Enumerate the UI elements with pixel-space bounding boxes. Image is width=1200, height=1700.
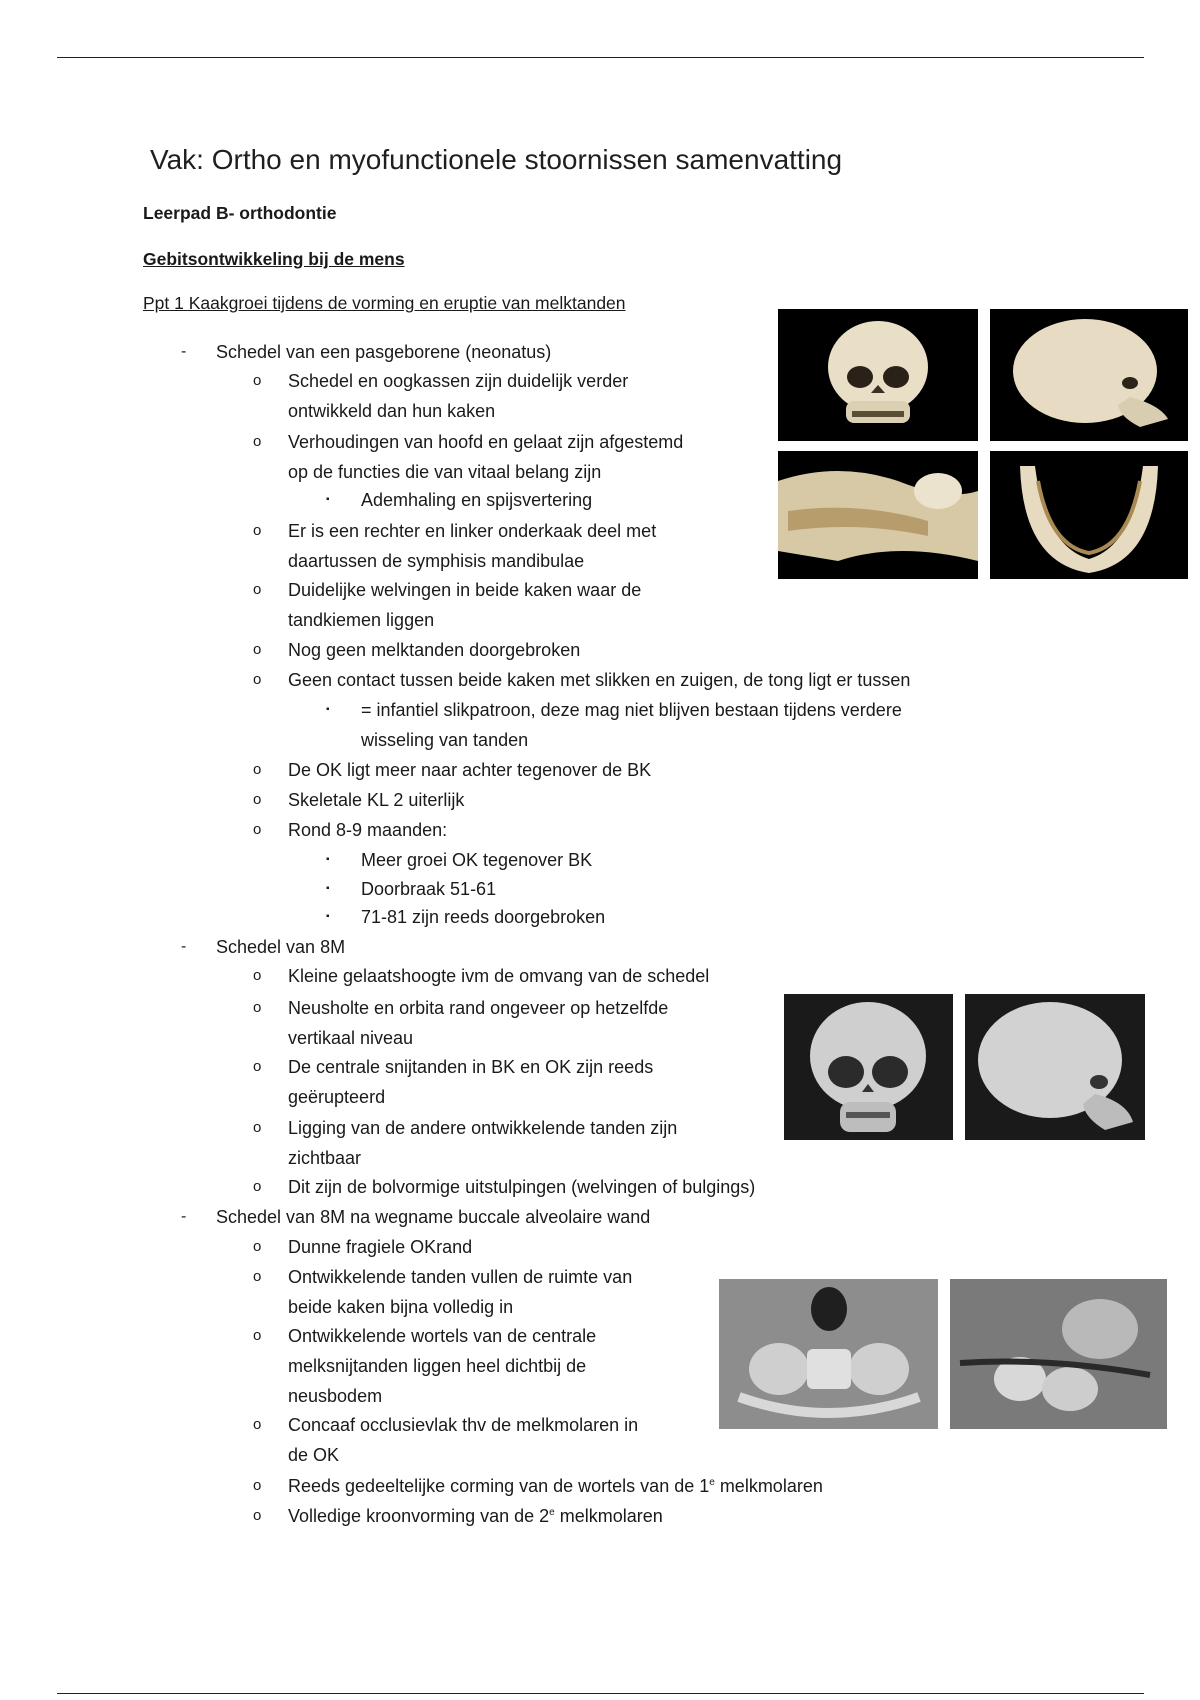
list-item: op de functies die van vitaal belang zijn: [288, 462, 602, 482]
dash-bullet: -: [181, 343, 187, 360]
list-item: Ademhaling en spijsvertering: [361, 490, 593, 510]
list-item: Nog geen melktanden doorgebroken: [288, 640, 581, 660]
dash-bullet: -: [181, 1208, 187, 1225]
circle-bullet: o: [253, 671, 262, 688]
square-bullet: ▪: [326, 854, 330, 865]
list-item: Skeletale KL 2 uiterlijk: [288, 790, 465, 810]
list-item: [288, 1475, 823, 1497]
list-item: Dunne fragiele OKrand: [288, 1237, 473, 1257]
circle-bullet: o: [253, 1477, 262, 1494]
skull-8m-side-photo: [965, 994, 1145, 1140]
list-item: [288, 1505, 663, 1527]
neonate-skull-front-photo: [778, 309, 978, 441]
list-item: Ontwikkelende wortels van de centrale: [288, 1326, 597, 1346]
m8b-heading: Schedel van 8M na wegname buccale alveolaire wand: [216, 1207, 651, 1227]
text-part: melkmolaren: [714, 1476, 823, 1496]
list-item: ontwikkeld dan hun kaken: [288, 401, 496, 421]
list-item: = infantiel slikpatroon, deze mag niet blijven bestaan tijdens verdere: [361, 700, 902, 720]
list-item: de OK: [288, 1445, 340, 1465]
circle-bullet: o: [253, 1268, 262, 1285]
list-item: Concaaf occlusievlak thv de melkmolaren in: [288, 1415, 639, 1435]
neonatus-heading: Schedel van een pasgeborene (neonatus): [216, 342, 552, 362]
circle-bullet: o: [253, 372, 262, 389]
top-rule: [57, 57, 1144, 58]
circle-bullet: o: [253, 1119, 262, 1136]
list-item: Schedel en oogkassen zijn duidelijk verder: [288, 371, 629, 391]
m8-heading: Schedel van 8M: [216, 937, 346, 957]
list-item: Ligging van de andere ontwikkelende tanden zijn: [288, 1118, 678, 1138]
list-item: De OK ligt meer naar achter tegenover de BK: [288, 760, 652, 780]
list-item: Duidelijke welvingen in beide kaken waar de: [288, 580, 642, 600]
superscript: e: [549, 1507, 555, 1518]
circle-bullet: o: [253, 522, 262, 539]
leerpad-heading: Leerpad B- orthodontie: [143, 203, 337, 223]
list-item: vertikaal niveau: [288, 1028, 414, 1048]
list-item: Verhoudingen van hoofd en gelaat zijn afgestemd: [288, 432, 684, 452]
square-bullet: ▪: [326, 704, 330, 715]
circle-bullet: o: [253, 1178, 262, 1195]
page-title: Vak: Ortho en myofunctionele stoornissen samenvatting: [150, 144, 843, 175]
square-bullet: ▪: [326, 911, 330, 922]
circle-bullet: o: [253, 1058, 262, 1075]
list-item: Dit zijn de bolvormige uitstulpingen (welvingen of bulgings): [288, 1177, 756, 1197]
list-item: Er is een rechter en linker onderkaak deel met: [288, 521, 657, 541]
square-bullet: ▪: [326, 494, 330, 505]
skull-8m-front-photo: [784, 994, 953, 1140]
list-item: geërupteerd: [288, 1087, 386, 1107]
list-item: Neusholte en orbita rand ongeveer op hetzelfde: [288, 998, 669, 1018]
list-item: beide kaken bijna volledig in: [288, 1297, 514, 1317]
list-item: Doorbraak 51-61: [361, 879, 497, 899]
skull-8m-teeth-side-photo: [950, 1279, 1167, 1429]
circle-bullet: o: [253, 1327, 262, 1344]
list-item: neusbodem: [288, 1386, 383, 1406]
circle-bullet: o: [253, 999, 262, 1016]
square-bullet: ▪: [326, 883, 330, 894]
list-item: wisseling van tanden: [361, 730, 529, 750]
list-item: Rond 8-9 maanden:: [288, 820, 448, 840]
text-part: Volledige kroonvorming van de 2: [288, 1506, 550, 1526]
list-item: Ontwikkelende tanden vullen de ruimte van: [288, 1267, 633, 1287]
circle-bullet: o: [253, 1507, 262, 1524]
circle-bullet: o: [253, 791, 262, 808]
list-item: Geen contact tussen beide kaken met slikken en zuigen, de tong ligt er tussen: [288, 670, 911, 690]
circle-bullet: o: [253, 821, 262, 838]
list-item: 71-81 zijn reeds doorgebroken: [361, 907, 606, 927]
text-part: melkmolaren: [554, 1506, 663, 1526]
list-item: tandkiemen liggen: [288, 610, 435, 630]
list-item: melksnijtanden liggen heel dichtbij de: [288, 1356, 587, 1376]
ppt-heading: Ppt 1 Kaakgroei tijdens de vorming en eruptie van melktanden: [143, 293, 626, 313]
superscript: e: [709, 1477, 715, 1488]
circle-bullet: o: [253, 433, 262, 450]
section-heading: Gebitsontwikkeling bij de mens: [143, 249, 405, 269]
circle-bullet: o: [253, 1238, 262, 1255]
list-item: daartussen de symphisis mandibulae: [288, 551, 585, 571]
circle-bullet: o: [253, 1416, 262, 1433]
text-part: Reeds gedeeltelijke corming van de wortels van de 1: [288, 1476, 710, 1496]
circle-bullet: o: [253, 581, 262, 598]
list-item: Meer groei OK tegenover BK: [361, 850, 593, 870]
neonate-jaw-closeup-photo: [778, 451, 978, 579]
list-item: Kleine gelaatshoogte ivm de omvang van de schedel: [288, 966, 710, 986]
circle-bullet: o: [253, 641, 262, 658]
list-item: zichtbaar: [288, 1148, 362, 1168]
neonate-skull-side-photo: [990, 309, 1188, 441]
neonate-mandible-photo: [990, 451, 1188, 579]
skull-8m-teeth-front-photo: [719, 1279, 938, 1429]
circle-bullet: o: [253, 967, 262, 984]
dash-bullet: -: [181, 938, 187, 955]
list-item: De centrale snijtanden in BK en OK zijn reeds: [288, 1057, 654, 1077]
circle-bullet: o: [253, 761, 262, 778]
bottom-rule: [57, 1693, 1144, 1694]
